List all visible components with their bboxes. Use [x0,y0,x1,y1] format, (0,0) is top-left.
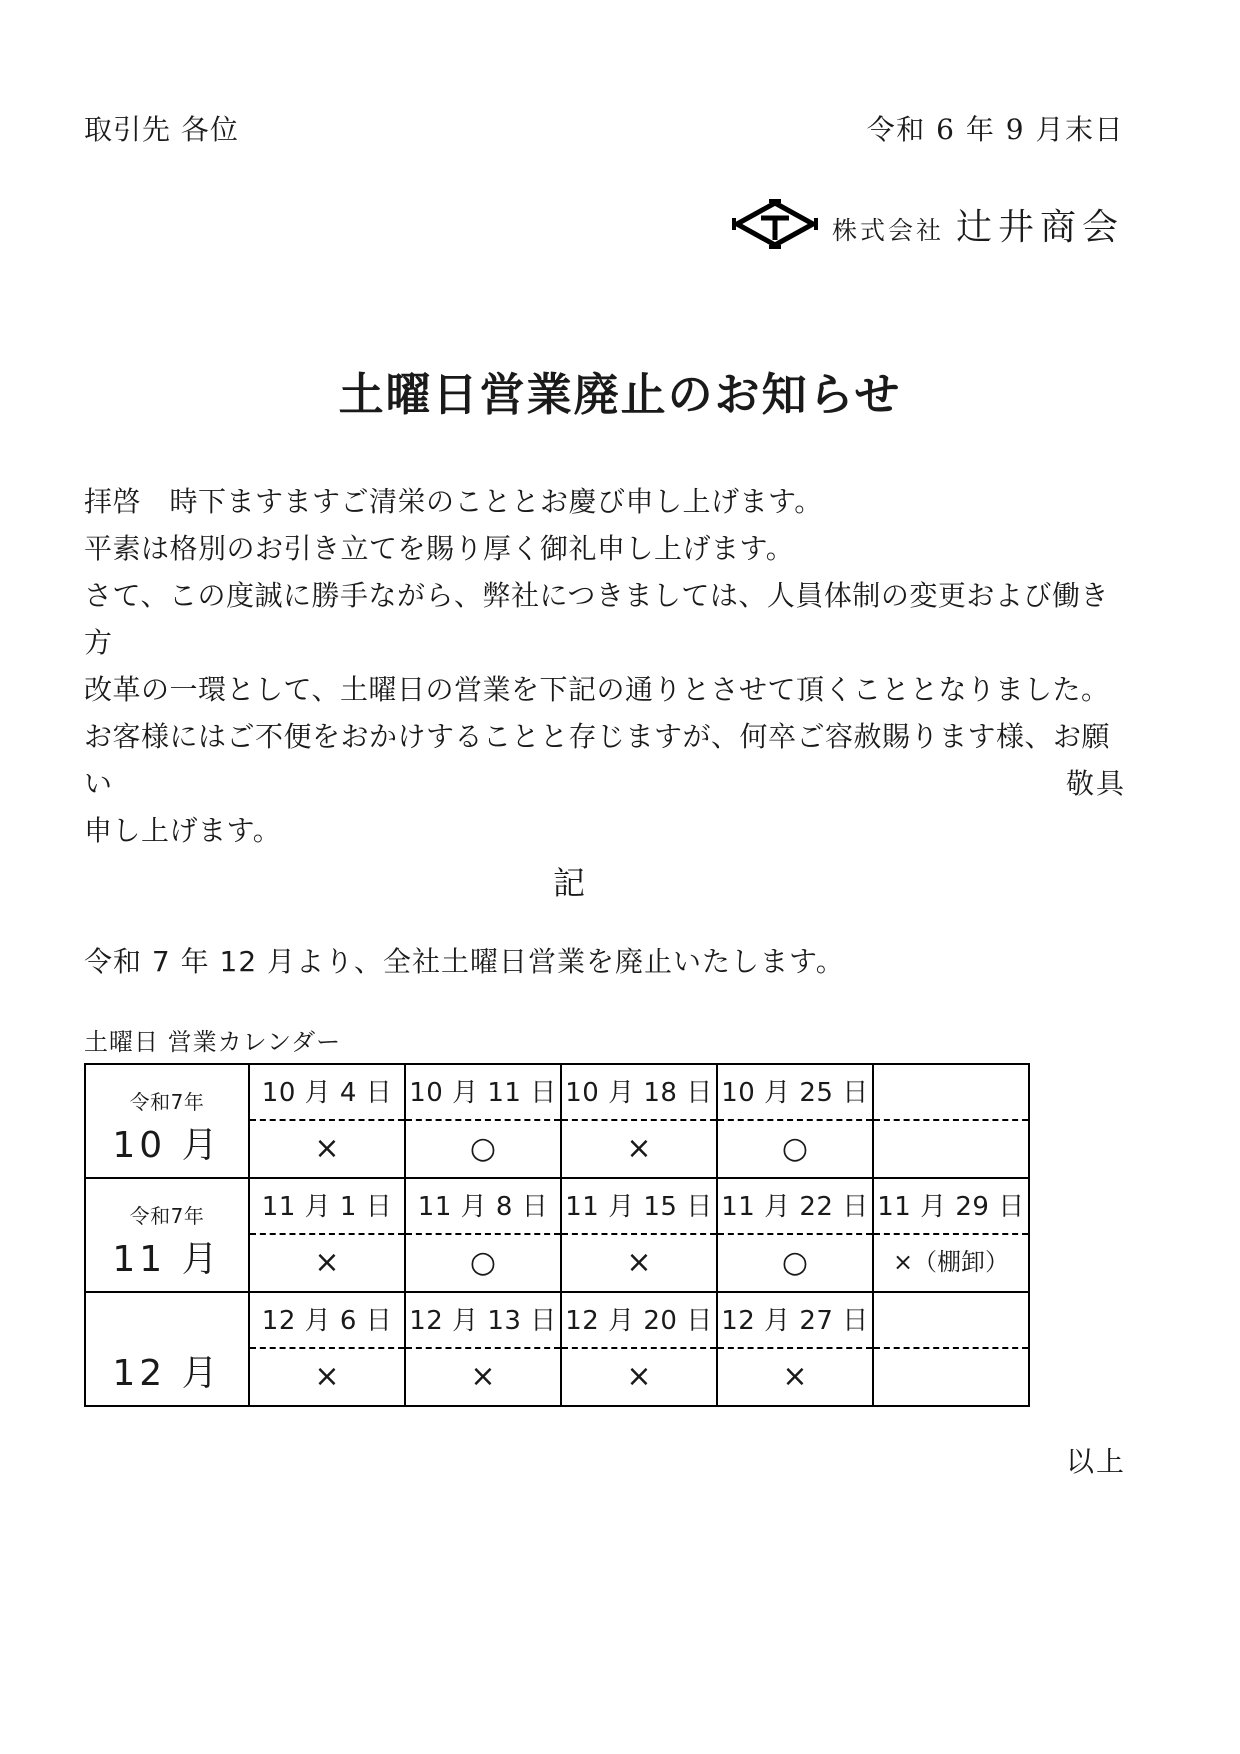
month-label-cell [85,1292,249,1406]
day-cell [249,1292,405,1406]
body-line: さて、この度誠に勝手ながら、弊社につきましては、人員体制の変更および働き方 [84,579,1109,659]
company-signature [732,198,1124,250]
day-date: 10 月 18 日 [562,1066,716,1121]
day-status-mark [874,1121,1028,1176]
day-date: 10 月 11 日 [406,1066,560,1121]
addressee-label: 取引先 各位 [84,113,239,146]
day-status-mark: × [314,1359,340,1394]
company-name-block [832,199,1124,250]
day-date: 11 月 8 日 [406,1180,560,1235]
month-label-cell [85,1178,249,1292]
ki-heading: 記 [552,864,587,902]
day-status-mark: ×（棚卸） [892,1248,1010,1276]
day-cell-empty [873,1292,1029,1406]
day-status-mark: × [314,1131,340,1166]
day-date [874,1294,1028,1349]
day-cell [405,1292,561,1406]
table-caption: 土曜日 営業カレンダー [84,1028,342,1056]
closing-salutation: 敬具 [1065,767,1126,800]
day-cell [561,1064,717,1178]
document-header [84,108,1124,148]
day-status-mark: × [626,1131,652,1166]
day-cell [561,1292,717,1406]
month-name-label: 12 月 [112,1353,222,1394]
day-date: 12 月 27 日 [718,1294,872,1349]
day-date: 11 月 15 日 [562,1180,716,1235]
day-cell [249,1064,405,1178]
page-title: 土曜日営業廃止のお知らせ [338,368,902,421]
day-status-mark [874,1349,1028,1404]
notice-statement: 令和 7 年 12 月より、全社土曜日営業を廃止いたします。 [84,945,845,978]
day-status-mark: ○ [781,1245,809,1280]
month-label-cell [85,1064,249,1178]
day-status-mark: ○ [781,1131,809,1166]
day-date: 11 月 29 日 [874,1180,1028,1235]
day-date: 11 月 22 日 [718,1180,872,1235]
day-date: 11 月 1 日 [250,1180,404,1235]
company-legal-form: 株式会社 [831,215,944,245]
body-line: 拝啓 時下ますますご清栄のこととお慶び申し上げます。 [84,485,823,518]
day-date: 12 月 13 日 [406,1294,560,1349]
document-footer: 以上 [1065,1445,1126,1478]
month-name-label: 11 月 [112,1239,222,1280]
day-status-mark: ○ [469,1131,497,1166]
day-cell [717,1178,873,1292]
day-status-mark: × [626,1359,652,1394]
document-date: 令和 6 年 9 月末日 [866,113,1124,146]
day-status-mark: × [314,1245,340,1280]
body-line: 平素は格別のお引き立てを賜り厚く御礼申し上げます。 [84,532,795,565]
day-cell [405,1064,561,1178]
day-status-mark: × [470,1359,496,1394]
day-cell [405,1178,561,1292]
day-status-mark: × [626,1245,652,1280]
calendar-table [84,1063,1030,1407]
day-cell-empty [873,1064,1029,1178]
body-line: 改革の一環として、土曜日の営業を下記の通りとさせて頂くこととなりました。 [84,673,1110,706]
diamond-t-logo-icon [732,198,818,250]
day-status-mark: × [782,1359,808,1394]
table-row [85,1178,1029,1292]
month-name-label: 10 月 [112,1125,222,1166]
day-cell [873,1178,1029,1292]
day-date [874,1066,1028,1121]
day-date: 12 月 6 日 [250,1294,404,1349]
day-date: 12 月 20 日 [562,1294,716,1349]
day-date: 10 月 25 日 [718,1066,872,1121]
day-cell [717,1064,873,1178]
day-status-mark: ○ [469,1245,497,1280]
body-line: 申し上げます。 [84,814,282,847]
day-cell [561,1178,717,1292]
business-calendar [84,1063,1028,1407]
day-date: 10 月 4 日 [250,1066,404,1121]
month-era-label: 令和7年 [129,1204,205,1228]
table-row [85,1292,1029,1406]
table-row [85,1064,1029,1178]
day-cell [717,1292,873,1406]
month-era-label: 令和7年 [129,1090,205,1114]
company-name: 辻井商会 [955,206,1124,248]
body-line: お客様にはご不便をおかけすることと存じますが、何卒ご容赦賜ります様、お願い [84,720,1111,800]
day-cell [249,1178,405,1292]
